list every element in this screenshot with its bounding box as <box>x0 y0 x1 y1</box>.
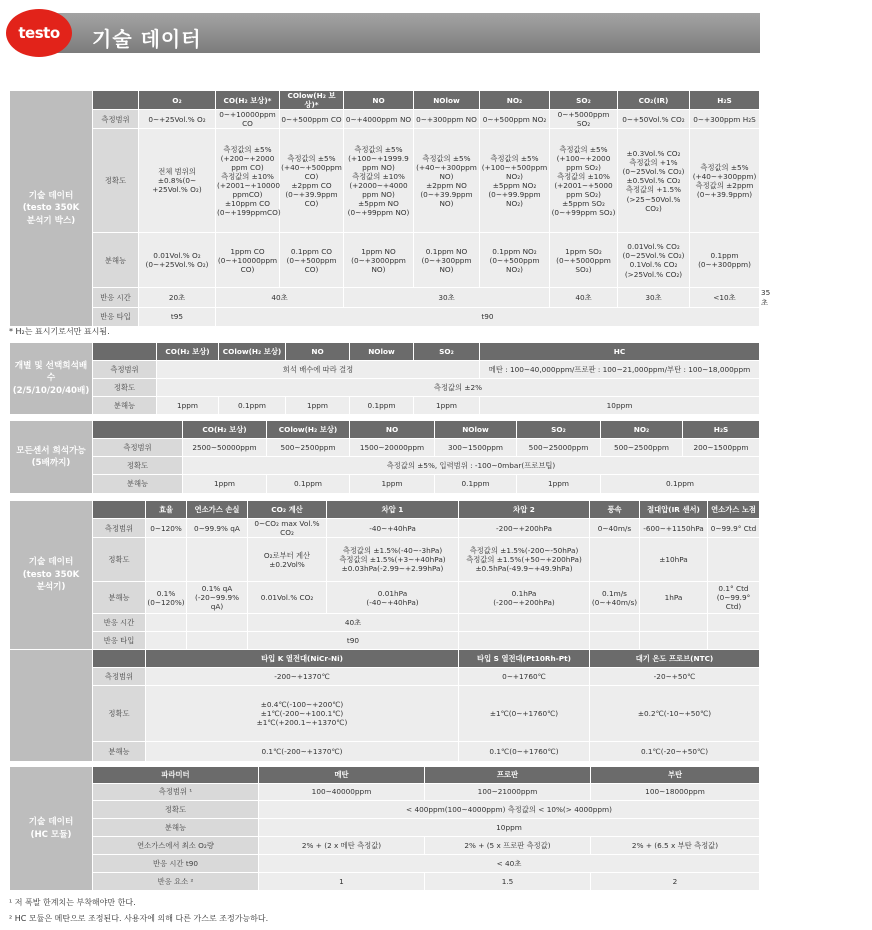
col-header: CO(H₂ 보상) <box>157 343 219 361</box>
col-header: NOlow <box>414 91 480 110</box>
testo-logo: testo <box>6 9 72 57</box>
table-cell: 0.1% (0~120%) <box>146 582 187 614</box>
table-cell: 측정값의 ±5%, 입력범위 : -100~0mbar(프로브팁) <box>183 457 760 475</box>
table-cell: 전체 범위의 ±0.8%(0~ +25Vol.% O₂) <box>139 129 216 233</box>
table-cell: 2% + (2 x 메탄 측정값) <box>259 837 425 855</box>
table-cell: 100~21000ppm <box>425 784 591 801</box>
table-cell: 0.1ppm CO (0~+500ppm CO) <box>280 233 344 288</box>
table-cell: 0~+10000ppm CO <box>216 110 280 129</box>
table-cell: 0.1ppm (0~+300ppm) <box>690 233 760 288</box>
table-cell: 500~25000ppm <box>517 439 601 457</box>
table-cell: 0.01Vol.% O₂ (0~+25Vol.% O₂) <box>139 233 216 288</box>
table-cell: 2% + (6.5 x 부탄 측정값) <box>591 837 760 855</box>
table-cell: ±1℃(0~+1760℃) <box>459 686 590 742</box>
table-cell: ±0.4℃(-100~+200℃) ±1℃(-200~+100.1℃) ±1℃(+200.1~+1370℃) <box>146 686 459 742</box>
table-cell: 1ppm NO (0~+3000ppm NO) <box>344 233 414 288</box>
col-header: H₂S <box>683 421 760 439</box>
table-cell: 1ppm <box>350 475 435 494</box>
table-cell: 측정값의 ±5% (+40~+300ppm) 측정값의 ±2ppm (0~+39.9ppm) <box>690 129 760 233</box>
table-cell: 0~+500ppm CO <box>280 110 344 129</box>
table-cell: 2% + (5 x 프로판 측정값) <box>425 837 591 855</box>
table-cell: 500~2500ppm <box>267 439 350 457</box>
table-cell: ±10hPa <box>640 538 708 582</box>
col-header: SO₂ <box>517 421 601 439</box>
table-cell: 1ppm <box>414 397 480 415</box>
table-cell: 100~18000ppm <box>591 784 760 801</box>
footnote-h2: * H₂는 표시기로서만 표시됨. <box>9 327 110 336</box>
table-cell: 0.01Vol.% CO₂ <box>248 582 327 614</box>
row-label: 측정범위 <box>93 110 139 129</box>
table-cell: 0.1ppm <box>350 397 414 415</box>
table-cell: 0~+1760℃ <box>459 668 590 686</box>
table-cell: <10초 <box>690 288 760 307</box>
section-label: 모든센서 희석가능 (5배까지) <box>10 421 93 494</box>
col-header: HC <box>480 343 760 361</box>
col-header: NOlow <box>435 421 517 439</box>
table-cell: 측정값의 ±5% (+100~+500ppm NO₂) ±5ppm NO₂ (0~+99.9ppm NO₂) <box>480 129 550 233</box>
table-cell: 200~1500ppm <box>683 439 760 457</box>
table-cell: 0~+50Vol.% CO₂ <box>618 110 690 129</box>
table-cell: 0~+300ppm H₂S <box>690 110 760 129</box>
table-cell: 0~120% <box>146 519 187 538</box>
table-cell: 0.01hPa (-40~+40hPa) <box>327 582 459 614</box>
col-header: SO₂ <box>550 91 618 110</box>
section-label: 기술 데이터 (HC 모듈) <box>10 767 93 891</box>
table-cell: 0.1hPa (-200~+200hPa) <box>459 582 590 614</box>
table-cell: 0.1% qA (-20~99.9% qA) <box>187 582 248 614</box>
spec-table-dilution <box>9 342 760 415</box>
table-cell: ±0.2℃(-10~+50℃) <box>590 686 760 742</box>
row-label: 측정범위 ¹ <box>93 784 259 801</box>
table-cell <box>146 538 187 582</box>
table-cell: 측정값의 ±5% (+200~+2000 ppm CO) 측정값의 ±10% (+2001~+10000 ppmCO) ±10ppm CO (0~+199ppmCO) <box>216 129 280 233</box>
table-cell: 30초 <box>344 288 550 307</box>
row-label: 측정범위 <box>93 519 146 538</box>
table-cell: 0.1ppm <box>435 475 517 494</box>
table-cell: 측정값의 ±5% (+40~+300ppm NO) ±2ppm NO (0~+39.9ppm NO) <box>414 129 480 233</box>
col-header: COlow(H₂ 보상) <box>267 421 350 439</box>
col-header: 차압 1 <box>327 501 459 519</box>
col-header: CO(H₂ 보상) <box>183 421 267 439</box>
table-cell: 측정값의 ±2% <box>157 379 760 397</box>
row-label: 분해능 <box>93 819 259 837</box>
page-header <box>0 9 760 57</box>
table-cell <box>187 538 248 582</box>
table-cell: 0.1m/s (0~+40m/s) <box>590 582 640 614</box>
table-cell: 0.1ppm <box>267 475 350 494</box>
row-label: 반응 요소 ² <box>93 873 259 891</box>
section-label: 개별 및 선택희석배수 (2/5/10/20/40배) <box>10 343 93 415</box>
table-cell: 0.1ppm <box>219 397 286 415</box>
spec-table-sensor-dilution <box>9 420 760 494</box>
row-label: 분해능 <box>93 475 183 494</box>
table-cell: < 40초 <box>259 855 760 873</box>
table-cell: 메탄 : 100~40,000ppm/프로판 : 100~21,000ppm/부탄 : 100~18,000ppm <box>480 361 760 379</box>
table-cell: 0~+5000ppm SO₂ <box>550 110 618 129</box>
col-header: 풍속 <box>590 501 640 519</box>
spec-table-analyzer-box: 기술 데이터 (testo 350K 분석기 박스) O₂ CO(H₂ 보상)* COlow(H₂ 보상)* NO NOlow NO₂ SO₂ CO₂(IR) H₂S 측정범위 0~+25Vol.% O₂ 0~+10000ppm CO 0~+500ppm CO 0~+4000ppm NO 0~+300ppm NO 0~+500ppm NO₂ 0~+5000ppm SO₂ 0~+50Vol.% CO₂ 0~+300ppm H₂S 정확도 전체 범위의 ±0.8%(0~ +25Vol.% O₂) 측정값의 ±5% (+200~+2000 ppm CO) 측정값의 ±10% (+2001~+10000 ppmCO) ±10ppm CO (0~+199ppmCO) 측정값의 ±5% (+40~+500ppm CO) ±2ppm CO (0~+39.9ppm CO) 측정값의 ±5% (+100~+1999.9 ppm NO) 측정값의 ±10% (+2000~+4000 ppm NO) ±5ppm NO (0~+99ppm NO) 측정값의 ±5% (+40~+300ppm NO) ±2ppm NO (0~+39.9ppm NO) 측정값의 ±5% (+100~+500ppm NO₂) ±5ppm NO₂ (0~+99.9ppm NO₂) 측정값의 ±5% (+100~+2000 ppm SO₂) 측정값의 ±10% (+2001~+5000 ppm SO₂) ±5ppm SO₂ (0~+99ppm SO₂) ±0.3Vol.% CO₂ 측정값의 +1% (0~25Vol.% CO₂) ±0.5Vol.% CO₂ 측정값의 +1.5% (>25~50Vol.% CO₂) 측정값의 ±5% (+40~+300ppm) 측정값의 ±2ppm (0~+39.9ppm) 분해능 0.01Vol.% O₂ (0~+25Vol.% O₂) 1ppm CO (0~+10000ppm CO) 0.1ppm CO (0~+500ppm CO) 1ppm NO (0~+3000ppm NO) 0.1ppm NO (0~+300ppm NO) 0.1ppm NO₂ (0~+500ppm NO₂) 1ppm SO₂ (0~+5000ppm SO₂) 0.01Vol.% CO₂ (0~25Vol.% CO₂) 0.1Vol.% CO₂ (>25Vol.% CO₂) 0.1ppm (0~+300ppm) 반응 시간 20초 40초 30초 40초 30초 <10초 35초 반응 타입 t95 t90 <box>9 90 760 327</box>
row-label: 반응 타입 <box>93 307 139 326</box>
table-cell: O₂로부터 계산 ±0.2Vol% <box>248 538 327 582</box>
table-cell: 2 <box>591 873 760 891</box>
table-cell: 0.1℃(-200~+1370℃) <box>146 742 459 762</box>
table-cell: 0~+4000ppm NO <box>344 110 414 129</box>
col-header: 연소가스 노점 <box>708 501 760 519</box>
table-cell: 30초 <box>618 288 690 307</box>
row-label: 정확도 <box>93 129 139 233</box>
table-cell: 2500~50000ppm <box>183 439 267 457</box>
table-cell: -200~+1370℃ <box>146 668 459 686</box>
table-cell: 0.01Vol.% CO₂ (0~25Vol.% CO₂) 0.1Vol.% CO₂ (>25Vol.% CO₂) <box>618 233 690 288</box>
table-cell: 1.5 <box>425 873 591 891</box>
col-header: NOlow <box>350 343 414 361</box>
col-header: COlow(H₂ 보상) <box>219 343 286 361</box>
table-cell: 1ppm <box>286 397 350 415</box>
col-header: NO <box>286 343 350 361</box>
table-cell: 측정값의 ±1.5%(-40~-3hPa) 측정값의 ±1.5%(+3~+40hPa) ±0.03hPa(-2.99~+2.99hPa) <box>327 538 459 582</box>
row-label: 정확도 <box>93 457 183 475</box>
table-cell: -200~+200hPa <box>459 519 590 538</box>
table-cell: 1ppm SO₂ (0~+5000ppm SO₂) <box>550 233 618 288</box>
row-label: 반응 타입 <box>93 632 146 650</box>
table-cell: 1ppm CO (0~+10000ppm CO) <box>216 233 280 288</box>
row-label: 측정범위 <box>93 439 183 457</box>
row-label: 측정범위 <box>93 668 146 686</box>
row-label: 정확도 <box>93 538 146 582</box>
table-cell: 40초 <box>550 288 618 307</box>
table-cell: 20초 <box>139 288 216 307</box>
col-header: NO₂ <box>601 421 683 439</box>
table-cell: 10ppm <box>480 397 760 415</box>
row-label: 분해능 <box>93 742 146 762</box>
table-cell: 0.1° Ctd (0~99.9° Ctd) <box>708 582 760 614</box>
col-header: 프로판 <box>425 767 591 784</box>
table-cell: t90 <box>216 307 760 326</box>
col-header: CO₂(IR) <box>618 91 690 110</box>
table-cell: -20~+50℃ <box>590 668 760 686</box>
table-cell: 희석 배수에 따라 결정 <box>157 361 480 379</box>
row-label: 반응 시간 <box>93 288 139 307</box>
col-header: O₂ <box>139 91 216 110</box>
row-label: 반응 시간 t90 <box>93 855 259 873</box>
table-cell: t90 <box>248 632 459 650</box>
spec-table-analyzer <box>9 500 760 762</box>
table-cell: 1ppm <box>183 475 267 494</box>
table-cell: 500~2500ppm <box>601 439 683 457</box>
table-cell: 0~CO₂ max Vol.% CO₂ <box>248 519 327 538</box>
col-header: 차압 2 <box>459 501 590 519</box>
table-cell: 0~+500ppm NO₂ <box>480 110 550 129</box>
table-cell: 0~+25Vol.% O₂ <box>139 110 216 129</box>
table-cell: 1ppm <box>517 475 601 494</box>
col-header: NO₂ <box>480 91 550 110</box>
col-header: 타입 K 열전대(NiCr-Ni) <box>146 650 459 668</box>
table-cell: 40초 <box>216 288 344 307</box>
col-header: NO <box>350 421 435 439</box>
table-cell: 10ppm <box>259 819 760 837</box>
table-cell: 1hPa <box>640 582 708 614</box>
row-label: 분해능 <box>93 233 139 288</box>
page-title: 기술 데이터 <box>92 27 202 51</box>
col-header: NO <box>344 91 414 110</box>
table-cell: 0~99.9% qA <box>187 519 248 538</box>
table-cell: 300~1500ppm <box>435 439 517 457</box>
spec-table-hc-module <box>9 766 760 891</box>
footnote-1: ¹ 저 폭발 한계치는 부착해야만 한다. <box>9 898 136 907</box>
table-cell: 0.1℃(0~+1760℃) <box>459 742 590 762</box>
col-header: CO(H₂ 보상)* <box>216 91 280 110</box>
row-label: 연소가스에서 최소 O₂량 <box>93 837 259 855</box>
table-cell <box>590 538 640 582</box>
table-cell: 측정값의 ±1.5%(-200~-50hPa) 측정값의 ±1.5%(+50~+200hPa) ±0.5hPa(-49.9~+49.9hPa) <box>459 538 590 582</box>
table-cell: 40초 <box>248 614 459 632</box>
row-label: 정확도 <box>93 801 259 819</box>
table-cell: 0.1ppm NO (0~+300ppm NO) <box>414 233 480 288</box>
col-header: 타입 S 열전대(Pt10Rh-Pt) <box>459 650 590 668</box>
table-cell: 0~99.9° Ctd <box>708 519 760 538</box>
section-label: 기술 데이터 (testo 350K 분석기 박스) <box>10 91 93 327</box>
table-cell: 측정값의 ±5% (+100~+1999.9 ppm NO) 측정값의 ±10% (+2000~+4000 ppm NO) ±5ppm NO (0~+99ppm NO) <box>344 129 414 233</box>
col-header: SO₂ <box>414 343 480 361</box>
table-cell: 1ppm <box>157 397 219 415</box>
row-label: 분해능 <box>93 397 157 415</box>
section-label: 기술 데이터 (testo 350K 분석기) <box>10 501 93 650</box>
col-header: 대기 온도 프로브(NTC) <box>590 650 760 668</box>
table-cell: ±0.3Vol.% CO₂ 측정값의 +1% (0~25Vol.% CO₂) ±0.5Vol.% CO₂ 측정값의 +1.5% (>25~50Vol.% CO₂) <box>618 129 690 233</box>
table-cell: 0.1ppm NO₂ (0~+500ppm NO₂) <box>480 233 550 288</box>
row-label: 반응 시간 <box>93 614 146 632</box>
table-cell: 0~40m/s <box>590 519 640 538</box>
row-label: 분해능 <box>93 582 146 614</box>
table-cell <box>708 538 760 582</box>
footnote-2: ² HC 모듈은 메탄으로 조정된다. 사용자에 의해 다른 가스로 조정가능하다. <box>9 914 269 923</box>
table-cell: 0.1℃(-20~+50℃) <box>590 742 760 762</box>
row-label: 정확도 <box>93 379 157 397</box>
col-header: 효율 <box>146 501 187 519</box>
row-label: 정확도 <box>93 686 146 742</box>
table-cell: 측정값의 ±5% (+100~+2000 ppm SO₂) 측정값의 ±10% (+2001~+5000 ppm SO₂) ±5ppm SO₂ (0~+99ppm SO₂) <box>550 129 618 233</box>
table-cell: 0.1ppm <box>601 475 760 494</box>
table-cell: 100~40000ppm <box>259 784 425 801</box>
col-header: 절대압(IR 센서) <box>640 501 708 519</box>
table-cell: 1 <box>259 873 425 891</box>
table-cell: 측정값의 ±5% (+40~+500ppm CO) ±2ppm CO (0~+39.9ppm CO) <box>280 129 344 233</box>
table-cell: 1500~20000ppm <box>350 439 435 457</box>
table-cell: -600~+1150hPa <box>640 519 708 538</box>
col-header: 파라미터 <box>93 767 259 784</box>
col-header: 메탄 <box>259 767 425 784</box>
row-label: 측정범위 <box>93 361 157 379</box>
col-header: CO₂ 계산 <box>248 501 327 519</box>
table-cell: -40~+40hPa <box>327 519 459 538</box>
col-header: COlow(H₂ 보상)* <box>280 91 344 110</box>
table-cell: < 400ppm(100~4000ppm) 측정값의 < 10%(> 4000ppm) <box>259 801 760 819</box>
table-cell: t95 <box>139 307 216 326</box>
col-header: 연소가스 손실 <box>187 501 248 519</box>
table-cell: 0~+300ppm NO <box>414 110 480 129</box>
col-header: H₂S <box>690 91 760 110</box>
col-header: 부탄 <box>591 767 760 784</box>
